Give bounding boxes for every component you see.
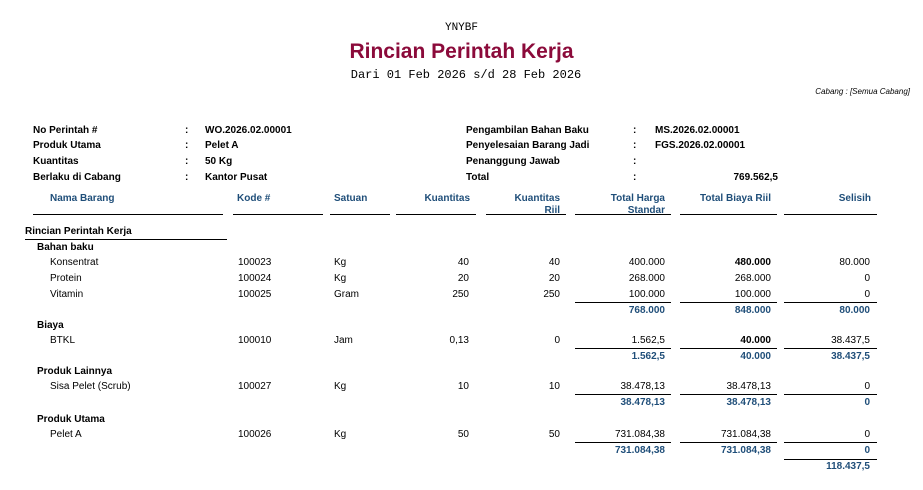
col-header-kuantitas: Kuantitas	[424, 193, 470, 204]
row-kuantitas-riil: 10	[548, 381, 560, 392]
row-total-harga-standar: 100.000	[628, 289, 665, 300]
info-value-penyelesaian: FGS.2026.02.00001	[655, 140, 746, 151]
header-rule	[330, 214, 390, 215]
info-value-produk-utama: Pelet A	[205, 140, 239, 151]
row-kode: 100027	[238, 381, 272, 392]
col-header-total-harga-2: Standar	[627, 205, 665, 216]
info-label-total: Total	[466, 172, 490, 183]
group-header: Biaya	[37, 320, 64, 331]
subtotal-rule	[575, 394, 671, 395]
row-kuantitas-riil: 50	[548, 429, 560, 440]
row-satuan: Kg	[334, 257, 347, 268]
row-nama-barang: Sisa Pelet (Scrub)	[50, 381, 131, 392]
subtotal-rule	[784, 394, 877, 395]
subtotal-rule	[680, 442, 777, 443]
row-total-biaya-riil: 38.478,13	[726, 381, 771, 392]
header-rule	[396, 214, 476, 215]
col-header-selisih: Selisih	[838, 193, 871, 204]
row-kuantitas: 0,13	[449, 335, 469, 346]
row-kuantitas-riil: 0	[554, 335, 560, 346]
row-kode: 100023	[238, 257, 272, 268]
row-kode: 100024	[238, 273, 272, 284]
row-selisih: 0	[864, 429, 870, 440]
info-label-produk-utama: Produk Utama	[33, 140, 101, 151]
row-satuan: Kg	[334, 429, 347, 440]
row-total-harga-standar: 38.478,13	[620, 381, 665, 392]
row-nama-barang: Konsentrat	[50, 257, 99, 268]
info-sep: :	[633, 156, 637, 167]
subtotal-rule	[575, 348, 671, 349]
header-rule	[33, 214, 223, 215]
row-total-biaya-riil: 268.000	[734, 273, 771, 284]
subtotal-biaya-riil: 731.084,38	[720, 445, 771, 456]
row-nama-barang: BTKL	[50, 335, 76, 346]
subtotal-rule	[680, 348, 777, 349]
subtotal-rule	[784, 442, 877, 443]
subtotal-rule	[784, 459, 877, 460]
row-satuan: Jam	[334, 335, 353, 346]
group-header: Bahan baku	[37, 242, 94, 253]
grand-total-selisih: 118.437,5	[826, 461, 870, 472]
subtotal-rule	[575, 442, 671, 443]
group-header: Produk Utama	[37, 414, 105, 425]
group-header: Produk Lainnya	[37, 366, 113, 377]
row-nama-barang: Protein	[50, 273, 82, 284]
info-sep: :	[185, 156, 189, 167]
row-selisih: 80.000	[839, 257, 870, 268]
row-kuantitas-riil: 40	[548, 257, 560, 268]
subtotal-selisih: 80.000	[839, 305, 870, 316]
company-name: YNYBF	[444, 22, 478, 34]
info-label-cabang: Berlaku di Cabang	[33, 172, 121, 183]
row-kuantitas: 250	[452, 289, 469, 300]
subtotal-harga-standar: 38.478,13	[620, 397, 665, 408]
info-value-total: 769.562,5	[733, 172, 778, 183]
row-satuan: Gram	[334, 289, 359, 300]
subtotal-rule	[784, 348, 877, 349]
header-rule	[233, 214, 323, 215]
section-title: Rincian Perintah Kerja	[25, 226, 132, 237]
info-sep: :	[633, 125, 637, 136]
subtotal-rule	[680, 394, 777, 395]
col-header-satuan: Satuan	[334, 193, 368, 204]
col-header-kode: Kode #	[237, 193, 271, 204]
row-selisih: 38.437,5	[831, 335, 870, 346]
row-selisih: 0	[864, 381, 870, 392]
row-satuan: Kg	[334, 273, 347, 284]
info-sep: :	[185, 125, 189, 136]
row-total-harga-standar: 731.084,38	[614, 429, 665, 440]
header-rule	[680, 214, 777, 215]
col-header-kuantitas-riil: Kuantitas	[514, 193, 560, 204]
header-rule	[575, 214, 671, 215]
col-header-total-biaya-riil: Total Biaya Riil	[700, 193, 771, 204]
row-selisih: 0	[864, 273, 870, 284]
info-sep: :	[633, 172, 637, 183]
subtotal-harga-standar: 768.000	[628, 305, 665, 316]
report-title: Rincian Perintah Kerja	[349, 40, 574, 63]
info-label-kuantitas: Kuantitas	[33, 156, 79, 167]
row-total-biaya-riil: 40.000	[740, 335, 771, 346]
row-total-biaya-riil: 480.000	[734, 257, 771, 268]
subtotal-rule	[680, 302, 777, 303]
subtotal-harga-standar: 1.562,5	[631, 351, 665, 362]
row-kode: 100010	[238, 335, 272, 346]
row-kode: 100025	[238, 289, 272, 300]
subtotal-rule	[575, 302, 671, 303]
row-nama-barang: Vitamin	[50, 289, 84, 300]
row-total-harga-standar: 400.000	[628, 257, 665, 268]
row-kode: 100026	[238, 429, 272, 440]
section-rule	[25, 239, 227, 240]
subtotal-selisih: 0	[864, 397, 870, 408]
info-value-cabang: Kantor Pusat	[205, 172, 268, 183]
row-kuantitas: 40	[457, 257, 469, 268]
row-total-harga-standar: 1.562,5	[631, 335, 665, 346]
info-label-no-perintah: No Perintah #	[33, 125, 98, 136]
col-header-kuantitas-riil-2: Riil	[544, 205, 560, 216]
row-kuantitas-riil: 20	[548, 273, 560, 284]
info-label-penanggung-jawab: Penanggung Jawab	[466, 156, 560, 167]
row-total-harga-standar: 268.000	[628, 273, 665, 284]
report-period: Dari 01 Feb 2026 s/d 28 Feb 2026	[350, 68, 582, 82]
row-selisih: 0	[864, 289, 870, 300]
info-label-penyelesaian: Penyelesaian Barang Jadi	[466, 140, 590, 151]
info-value-pengambilan: MS.2026.02.00001	[655, 125, 740, 136]
header-rule	[486, 214, 566, 215]
row-total-biaya-riil: 731.084,38	[720, 429, 771, 440]
row-nama-barang: Pelet A	[50, 429, 82, 440]
info-sep: :	[633, 140, 637, 151]
subtotal-rule	[784, 302, 877, 303]
info-value-no-perintah: WO.2026.02.00001	[205, 125, 292, 136]
row-satuan: Kg	[334, 381, 347, 392]
row-kuantitas: 20	[457, 273, 469, 284]
row-kuantitas: 50	[457, 429, 469, 440]
subtotal-selisih: 38.437,5	[831, 351, 870, 362]
subtotal-harga-standar: 731.084,38	[614, 445, 665, 456]
col-header-total-harga: Total Harga	[610, 193, 665, 204]
subtotal-biaya-riil: 848.000	[734, 305, 771, 316]
col-header-nama-barang: Nama Barang	[50, 193, 115, 204]
header-rule	[784, 214, 877, 215]
row-kuantitas-riil: 250	[543, 289, 560, 300]
subtotal-selisih: 0	[864, 445, 870, 456]
row-kuantitas: 10	[457, 381, 469, 392]
info-sep: :	[185, 172, 189, 183]
info-sep: :	[185, 140, 189, 151]
subtotal-biaya-riil: 40.000	[740, 351, 771, 362]
subtotal-biaya-riil: 38.478,13	[726, 397, 771, 408]
row-total-biaya-riil: 100.000	[734, 289, 771, 300]
branch-filter: Cabang : [Semua Cabang]	[815, 87, 910, 96]
info-value-kuantitas: 50 Kg	[205, 156, 233, 167]
info-label-pengambilan: Pengambilan Bahan Baku	[466, 125, 589, 136]
